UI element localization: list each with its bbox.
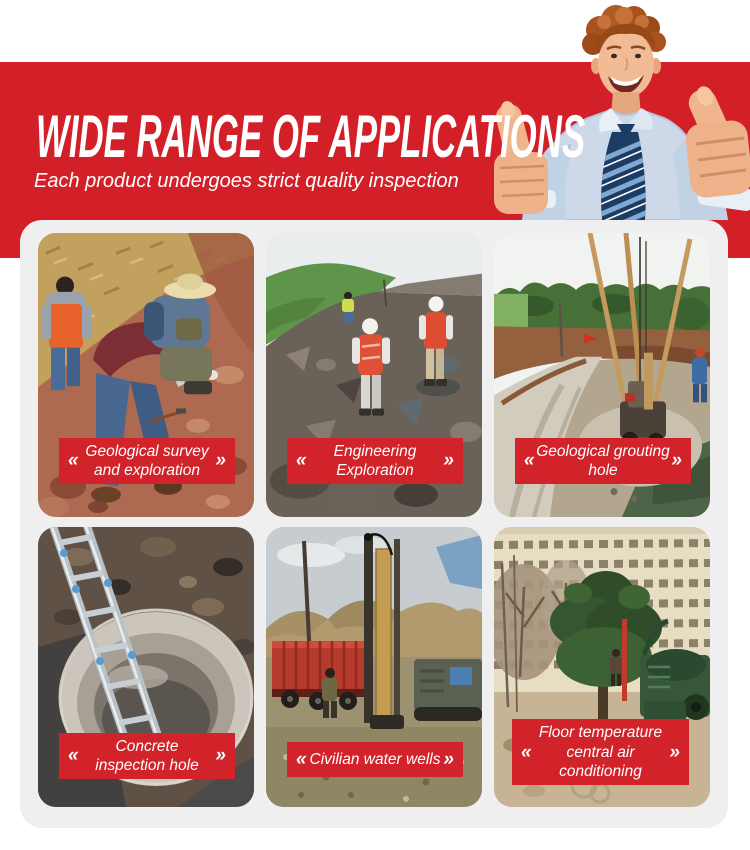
chevrons-right-icon: » — [669, 741, 680, 763]
man-right-thumb-up — [672, 84, 750, 220]
application-label — [287, 438, 463, 484]
red-pole — [622, 619, 627, 701]
chevrons-left-icon: « — [68, 745, 79, 767]
application-card-geological-grouting-hole — [494, 233, 710, 517]
chevrons-right-icon: » — [443, 450, 454, 472]
applications-panel — [20, 220, 728, 828]
application-label-text: Floor temperature central air conditioning — [538, 724, 663, 780]
chevrons-right-icon: » — [671, 450, 682, 472]
application-card-geological-survey — [38, 233, 254, 517]
chevrons-left-icon: « — [524, 450, 535, 472]
chevrons-right-icon: » — [215, 745, 226, 767]
application-label — [287, 742, 463, 777]
chevrons-left-icon: « — [521, 741, 532, 763]
application-card-concrete-inspection-hole — [38, 527, 254, 807]
application-label-text: Concrete inspection hole — [95, 737, 199, 774]
chevrons-left-icon: « — [296, 748, 307, 770]
application-label — [515, 438, 691, 484]
application-label-text: Geological grouting hole — [536, 442, 670, 479]
application-card-floor-temperature — [494, 527, 710, 807]
chevrons-left-icon: « — [68, 450, 79, 472]
application-label — [59, 733, 235, 779]
application-label-text: Civilian water wells — [309, 750, 441, 768]
application-label-text: Engineering Exploration — [333, 442, 417, 479]
chevrons-right-icon: » — [443, 748, 454, 770]
drill-mast — [364, 533, 404, 729]
red-drill-truck — [272, 641, 364, 710]
chevrons-left-icon: « — [296, 450, 307, 472]
page-subtitle: Each product undergoes strict quality inspection — [34, 170, 459, 192]
chevrons-right-icon: » — [215, 450, 226, 472]
page-title: WIDE RANGE OF APPLICATIONS — [36, 103, 586, 170]
application-label — [59, 438, 235, 484]
applications-grid — [38, 233, 710, 807]
application-card-civilian-water-wells — [266, 527, 482, 807]
application-label — [512, 719, 689, 785]
application-card-engineering-exploration — [266, 233, 482, 517]
support-machine — [414, 659, 482, 721]
application-label-text: Geological survey and exploration — [85, 442, 209, 479]
